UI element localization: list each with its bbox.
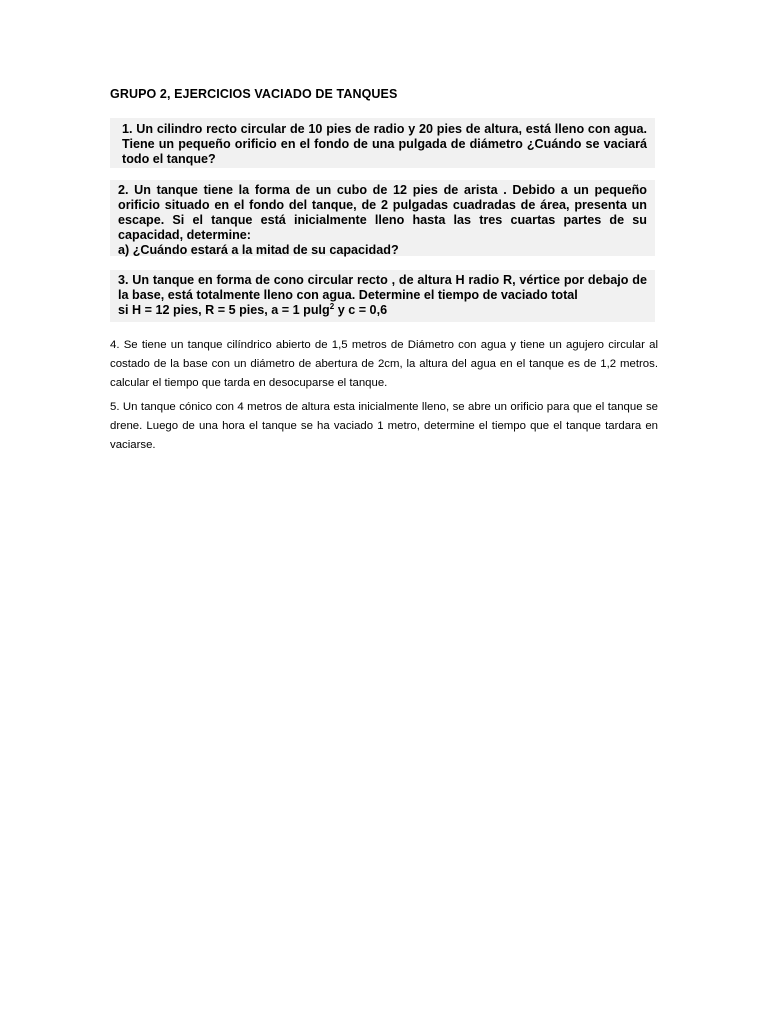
- exercise-3-scanned-block: [110, 270, 655, 322]
- exercise-4-text: 4. Se tiene un tanque cilíndrico abierto de 1,5 metros de Diámetro con agua y tiene un agujero circular al costado de la base con un diámetro de abertura de 2cm, la altura del agua en el tanque es de 1,2 metros. calcular el tiempo que tarda en desocuparse el tanque.: [110, 339, 658, 389]
- document-heading: GRUPO 2, EJERCICIOS VACIADO DE TANQUES: [110, 87, 398, 101]
- exercise-2-scanned-block: [110, 180, 655, 256]
- exercise-3-data-prefix: si H = 12 pies, R = 5 pies, a = 1 pulg: [118, 303, 330, 317]
- exercise-1-scanned-block: [110, 118, 655, 168]
- exercise-3-data-exponent: 2: [329, 302, 335, 311]
- exercise-1-text: 1. Un cilindro recto circular de 10 pies de radio y 20 pies de altura, está lleno con agua. Tiene un pequeño orificio en el fondo de una pulgada de diámetro ¿Cuándo se vaciará todo el tanque?: [122, 122, 647, 166]
- exercise-3-data: [118, 303, 647, 318]
- exercise-3-data-suffix: y c = 0,6: [334, 303, 388, 317]
- exercise-5-text: 5. Un tanque cónico con 4 metros de altura esta inicialmente lleno, se abre un orificio para que el tanque se drene. Luego de una hora el tanque se ha vaciado 1 metro, determine el tiempo que el tanque tardara en vaciarse.: [110, 401, 658, 451]
- exercise-3-text: 3. Un tanque en forma de cono circular recto , de altura H radio R, vértice por debajo de la base, está totalmente lleno con agua. Determine el tiempo de vaciado total: [118, 273, 647, 302]
- exercise-2-text: 2. Un tanque tiene la forma de un cubo de 12 pies de arista . Debido a un pequeño orificio situado en el fondo del tanque, de 2 pulgadas cuadradas de área, presenta un escape. Si el tanque está inicialmente lleno hasta las tres cuartas partes de su capacidad, determine:: [118, 183, 647, 242]
- exercise-2-question: a) ¿Cuándo estará a la mitad de su capacidad?: [118, 243, 399, 257]
